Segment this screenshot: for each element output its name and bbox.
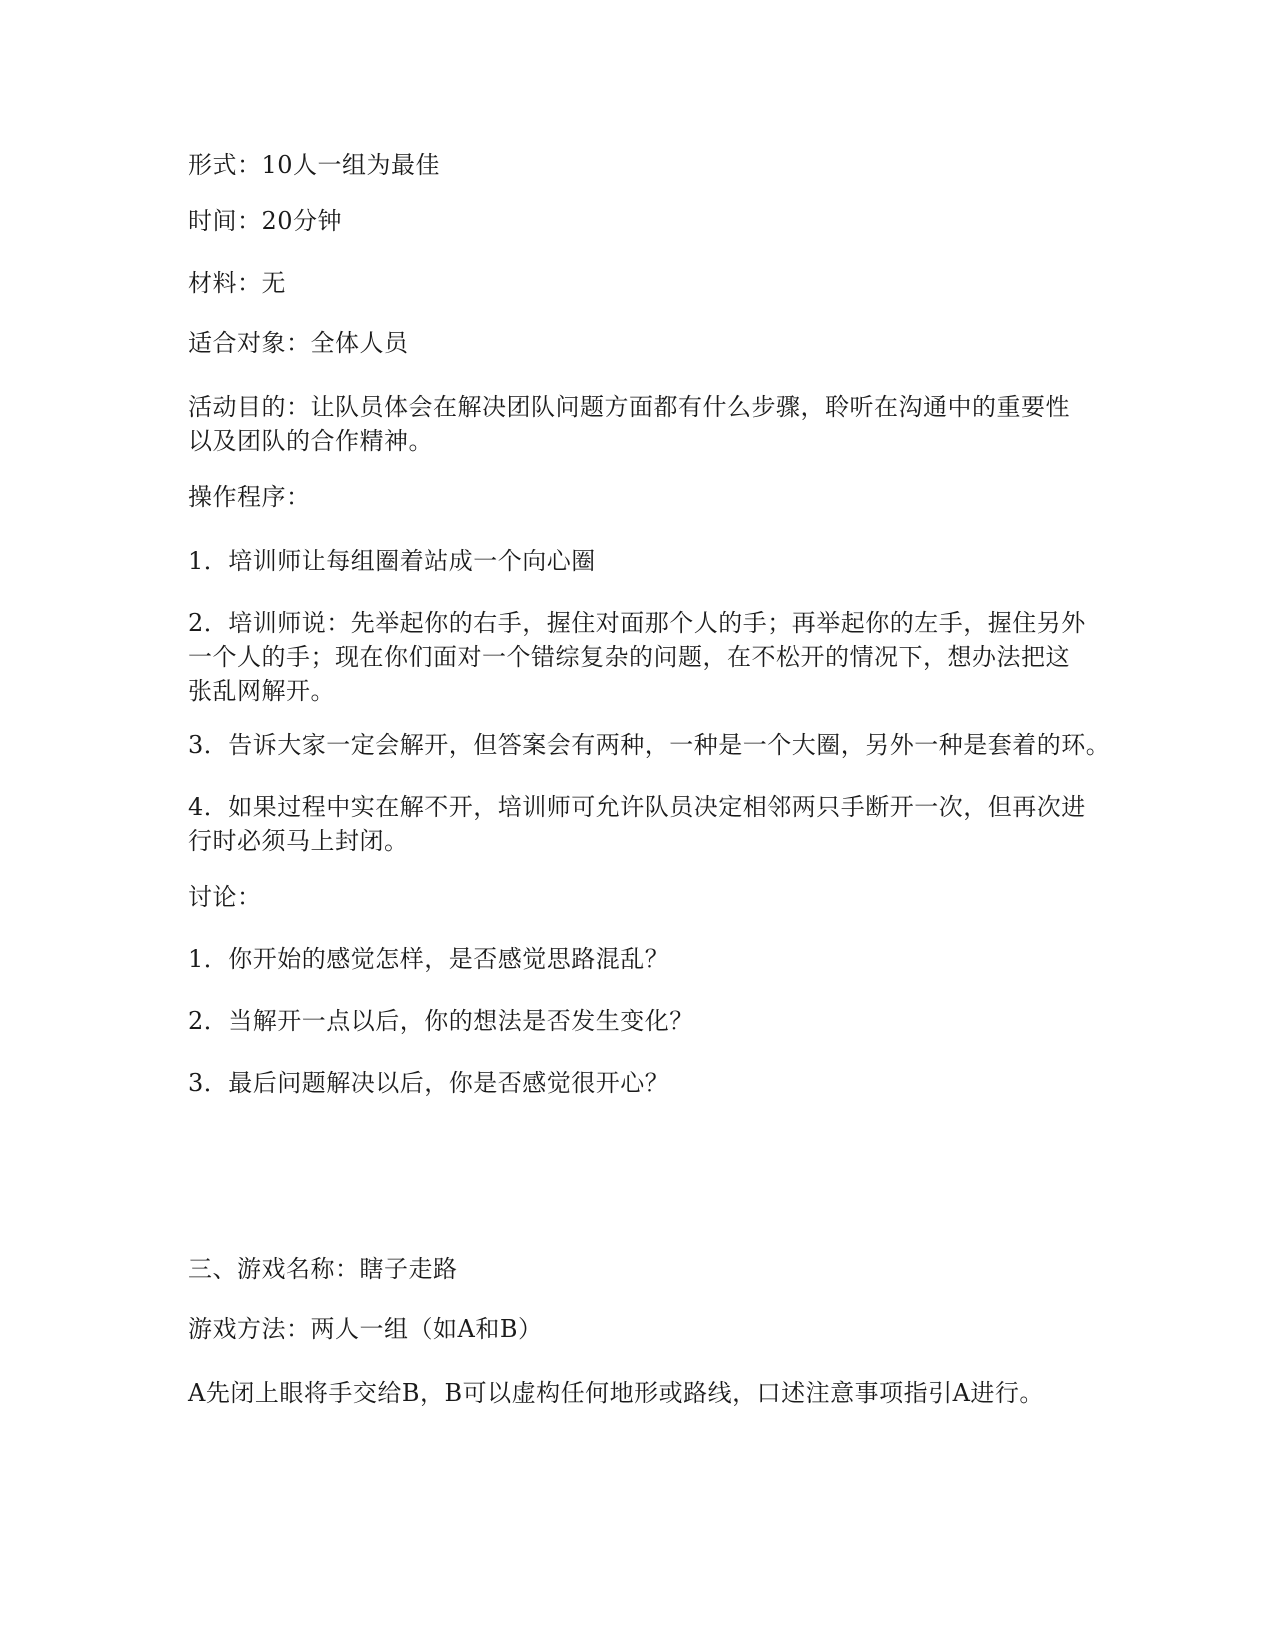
text-line: 3．最后问题解决以后，你是否感觉很开心？ <box>188 1069 670 1097</box>
paragraph-audience <box>188 326 1088 360</box>
text-line: 1．培训师让每组圈着站成一个向心圈 <box>188 547 596 575</box>
paragraph-game-instructions <box>188 1376 1088 1410</box>
paragraph-procedure-heading <box>188 480 1088 514</box>
paragraph-step-4 <box>188 790 1088 858</box>
text-line: 以及团队的合作精神。 <box>188 427 433 455</box>
text-line: 一个人的手；现在你们面对一个错综复杂的问题，在不松开的情况下，想办法把这 <box>188 643 1070 671</box>
text-line: 3．告诉大家一定会解开，但答案会有两种，一种是一个大圈，另外一种是套着的环。 <box>188 731 1111 759</box>
text-line: 时间：20分钟 <box>188 207 343 235</box>
text-line: 游戏方法：两人一组（如A和B） <box>188 1315 543 1343</box>
text-line: 讨论： <box>188 883 262 911</box>
text-line: 4．如果过程中实在解不开，培训师可允许队员决定相邻两只手断开一次，但再次进 <box>188 793 1086 821</box>
text-line: A先闭上眼将手交给B，B可以虚构任何地形或路线，口述注意事项指引A进行。 <box>188 1379 1044 1407</box>
text-line: 适合对象：全体人员 <box>188 329 409 357</box>
paragraph-step-1 <box>188 544 1088 578</box>
paragraph-time <box>188 204 1088 238</box>
text-line: 活动目的：让队员体会在解决团队问题方面都有什么步骤，聆听在沟通中的重要性 <box>188 393 1070 421</box>
paragraph-purpose <box>188 390 1088 458</box>
text-line: 行时必须马上封闭。 <box>188 827 409 855</box>
text-line: 2．当解开一点以后，你的想法是否发生变化？ <box>188 1007 694 1035</box>
text-line: 材料：无 <box>188 269 286 297</box>
paragraph-question-3 <box>188 1066 1088 1100</box>
paragraph-question-1 <box>188 942 1088 976</box>
paragraph-materials <box>188 266 1088 300</box>
paragraph-step-3 <box>188 728 1111 762</box>
text-line: 操作程序： <box>188 483 311 511</box>
paragraph-format <box>188 148 1088 182</box>
text-line: 2．培训师说：先举起你的右手，握住对面那个人的手；再举起你的左手，握住另外 <box>188 609 1086 637</box>
paragraph-discussion-heading <box>188 880 1088 914</box>
paragraph-game-title <box>188 1252 1088 1286</box>
paragraph-question-2 <box>188 1004 1088 1038</box>
paragraph-game-method <box>188 1312 1088 1346</box>
text-line: 张乱网解开。 <box>188 677 335 705</box>
paragraph-step-2 <box>188 606 1088 708</box>
text-line: 三、游戏名称：瞎子走路 <box>188 1255 458 1283</box>
text-line: 形式：10人一组为最佳 <box>188 151 441 179</box>
text-line: 1．你开始的感觉怎样，是否感觉思路混乱？ <box>188 945 670 973</box>
